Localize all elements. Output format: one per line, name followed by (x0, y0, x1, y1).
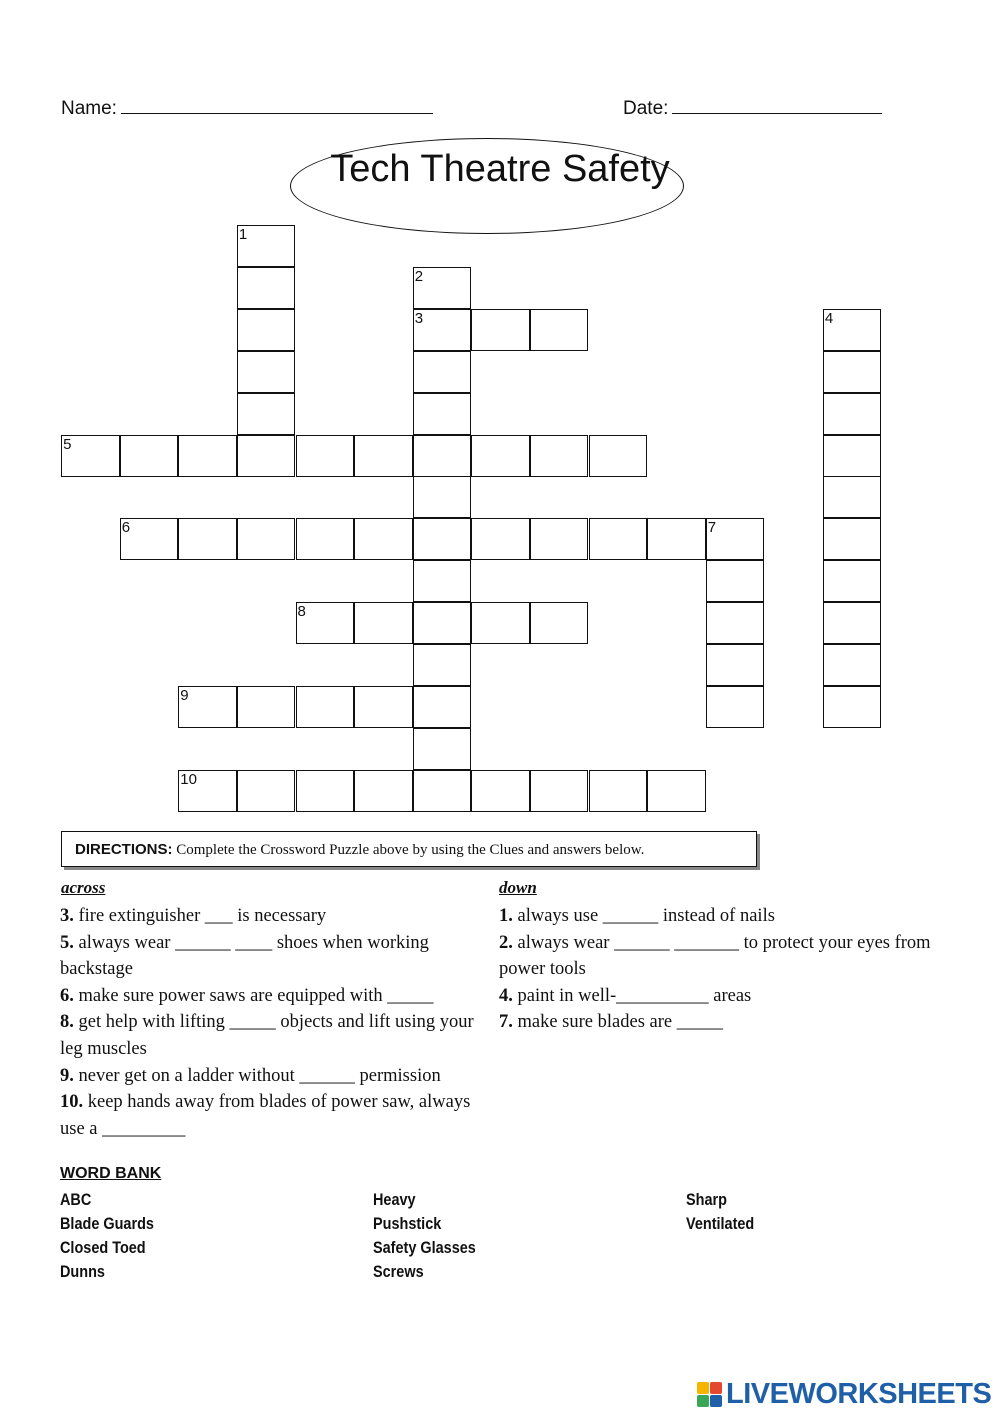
crossword-cell[interactable] (120, 518, 179, 560)
crossword-cell[interactable] (823, 518, 882, 560)
crossword-cell[interactable] (530, 435, 589, 477)
logo-tile (697, 1395, 709, 1407)
crossword-cell[interactable] (413, 476, 472, 518)
across-clue (60, 1089, 480, 1142)
down-heading: down (499, 878, 537, 897)
crossword-cell[interactable] (706, 602, 765, 644)
directions-label: DIRECTIONS: (75, 841, 173, 858)
crossword-cell[interactable] (823, 560, 882, 602)
clue-text: always wear ______ ____ shoes when working backstage (60, 932, 429, 980)
logo-tile (710, 1395, 722, 1407)
crossword-cell[interactable] (647, 770, 706, 812)
crossword-cell[interactable] (706, 518, 765, 560)
clue-number-label: 8 (297, 603, 306, 621)
crossword-cell[interactable] (354, 686, 413, 728)
crossword-cell[interactable] (471, 435, 530, 477)
clue-number-label: 2 (414, 267, 424, 285)
crossword-cell[interactable] (413, 602, 472, 644)
clue-number-label: 4 (824, 309, 834, 327)
down-clue (499, 983, 939, 1010)
crossword-cell[interactable] (589, 770, 648, 812)
logo-tile (697, 1382, 709, 1394)
directions-text: Complete the Crossword Puzzle above by using the Clues and answers below. (172, 842, 645, 858)
crossword-cell[interactable] (823, 602, 882, 644)
crossword-cell[interactable] (178, 770, 237, 812)
crossword-cell[interactable] (237, 267, 296, 309)
crossword-cell[interactable] (823, 309, 882, 351)
clue-number-label: 7 (707, 519, 717, 537)
liveworksheets-logo (697, 1379, 991, 1409)
crossword-cell[interactable] (530, 770, 589, 812)
crossword-cell[interactable] (823, 686, 882, 728)
word-bank-item: Dunns (60, 1262, 105, 1281)
clue-text: always wear ______ _______ to protect your eyes from power tools (499, 932, 931, 980)
crossword-cell[interactable] (706, 560, 765, 602)
crossword-cell[interactable] (823, 644, 882, 686)
crossword-cell[interactable] (589, 518, 648, 560)
clue-number-label: 3 (414, 309, 424, 327)
crossword-cell[interactable] (471, 309, 530, 351)
crossword-cell[interactable] (120, 435, 179, 477)
clue-text: get help with lifting _____ objects and lift using your leg muscles (60, 1012, 474, 1059)
crossword-cell[interactable] (413, 393, 472, 435)
down-clue (499, 930, 939, 983)
crossword-cell[interactable] (178, 518, 237, 560)
crossword-cell[interactable] (413, 560, 472, 602)
crossword-cell[interactable] (413, 435, 472, 477)
crossword-cell[interactable] (823, 476, 882, 518)
crossword-cell[interactable] (178, 435, 237, 477)
word-bank-title: WORD BANK (60, 1165, 162, 1182)
crossword-cell[interactable] (296, 602, 355, 644)
crossword-cell[interactable] (530, 518, 589, 560)
crossword-cell[interactable] (237, 518, 296, 560)
word-bank-item: Safety Glasses (373, 1238, 476, 1257)
word-bank-item: Blade Guards (60, 1214, 154, 1233)
across-clue (60, 1063, 480, 1090)
date-label: Date: (623, 98, 669, 119)
across-clue (60, 903, 480, 930)
clue-number: 10. (60, 1092, 84, 1113)
clue-text: paint in well-__________ areas (512, 985, 752, 1006)
name-label: Name: (61, 98, 117, 119)
crossword-cell[interactable] (413, 309, 472, 351)
clue-text: keep hands away from blades of power saw, always use a _________ (60, 1092, 471, 1139)
crossword-cell[interactable] (413, 351, 472, 393)
crossword-cell[interactable] (823, 435, 882, 477)
crossword-cell[interactable] (413, 728, 472, 770)
crossword-cell[interactable] (530, 602, 589, 644)
clue-number: 4. (499, 985, 513, 1006)
crossword-cell[interactable] (237, 770, 296, 812)
clue-number: 6. (60, 985, 74, 1006)
crossword-cell[interactable] (296, 435, 355, 477)
crossword-cell[interactable] (471, 518, 530, 560)
clue-number-label: 9 (180, 686, 189, 704)
crossword-cell[interactable] (823, 393, 882, 435)
clue-number: 2. (499, 932, 513, 953)
crossword-cell[interactable] (413, 518, 472, 560)
crossword-cell[interactable] (237, 686, 296, 728)
crossword-cell[interactable] (413, 267, 472, 309)
clue-text: never get on a ladder without ______ permission (73, 1065, 441, 1086)
clue-number: 3. (60, 906, 74, 926)
crossword-cell[interactable] (354, 435, 413, 477)
clue-number: 7. (499, 1012, 513, 1033)
clue-text: always use ______ instead of nails (512, 906, 775, 926)
crossword-cell[interactable] (647, 518, 706, 560)
crossword-cell[interactable] (354, 770, 413, 812)
directions-box (61, 831, 757, 867)
crossword-cell[interactable] (589, 435, 648, 477)
crossword-cell[interactable] (296, 686, 355, 728)
clue-number-label: 10 (180, 770, 197, 788)
crossword-cell[interactable] (471, 770, 530, 812)
crossword-cell[interactable] (237, 435, 296, 477)
clue-number-label: 1 (238, 226, 248, 243)
clue-number: 9. (60, 1065, 74, 1086)
crossword-cell[interactable] (296, 518, 355, 560)
word-bank-col-2 (373, 1188, 476, 1284)
down-clue (499, 1009, 939, 1036)
clue-text: fire extinguisher ___ is necessary (73, 906, 327, 926)
crossword-cell[interactable] (178, 686, 237, 728)
across-clues (60, 903, 480, 1142)
word-bank-item: Screws (373, 1262, 424, 1281)
crossword-cell[interactable] (237, 309, 296, 351)
crossword-cell[interactable] (413, 686, 472, 728)
liveworksheets-logo-icon (697, 1382, 722, 1407)
page-title: Tech Theatre Safety (330, 148, 670, 190)
word-bank-item: Sharp (686, 1190, 727, 1209)
logo-tile (710, 1382, 722, 1394)
clue-number: 8. (60, 1012, 74, 1033)
word-bank-item: Heavy (373, 1190, 416, 1209)
crossword-cell[interactable] (354, 602, 413, 644)
down-clue (499, 903, 939, 930)
word-bank-col-3 (686, 1188, 754, 1236)
crossword-cell[interactable] (530, 309, 589, 351)
clue-number-label: 5 (63, 435, 72, 453)
crossword-cell[interactable] (237, 225, 296, 267)
crossword-cell[interactable] (706, 644, 765, 686)
down-clues (499, 903, 939, 1036)
clue-text: make sure blades are _____ (512, 1012, 723, 1033)
clue-number-label: 6 (121, 519, 131, 537)
clue-number: 1. (499, 906, 513, 926)
word-bank-col-1 (60, 1188, 154, 1284)
crossword-cell[interactable] (471, 602, 530, 644)
crossword-cell[interactable] (823, 351, 882, 393)
word-bank-item: Pushstick (373, 1214, 442, 1233)
across-clue (60, 930, 480, 983)
crossword-cell[interactable] (237, 351, 296, 393)
across-heading: across (61, 878, 106, 897)
crossword-cell[interactable] (354, 518, 413, 560)
across-clue (60, 1009, 480, 1062)
clue-number: 5. (60, 932, 74, 953)
crossword-cell[interactable] (413, 644, 472, 686)
crossword-cell[interactable] (413, 770, 472, 812)
word-bank-item: ABC (60, 1190, 92, 1209)
crossword-cell[interactable] (706, 686, 765, 728)
word-bank-item: Ventilated (686, 1214, 755, 1233)
clue-text: make sure power saws are equipped with _____ (73, 985, 434, 1006)
logo-text: LIVEWORKSHEETS (726, 1377, 992, 1410)
across-clue (60, 983, 480, 1010)
crossword-cell[interactable] (296, 770, 355, 812)
word-bank-item: Closed Toed (60, 1238, 146, 1257)
crossword-cell[interactable] (237, 393, 296, 435)
crossword-cell[interactable] (61, 435, 120, 477)
